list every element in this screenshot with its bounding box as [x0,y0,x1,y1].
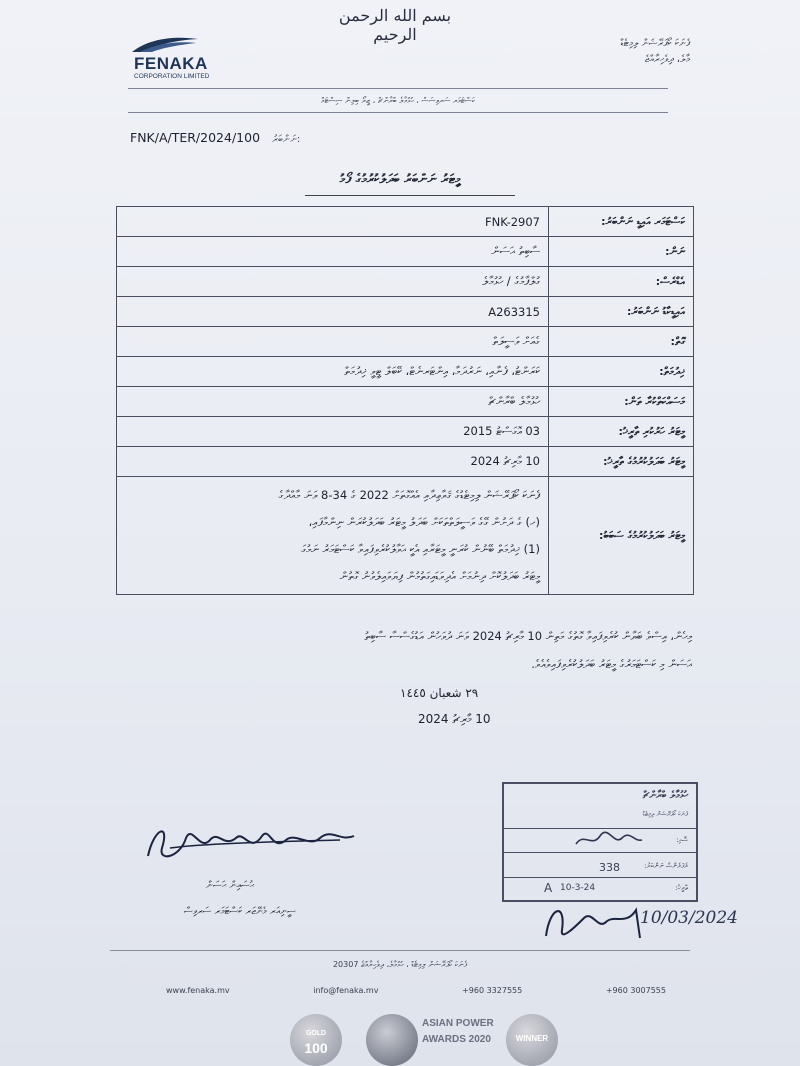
reason-line-3: (1) ޚިދުމަތް ބޭނުން ކުރަނީ މީޓަރާއި އެކީ ޙަވާލުކުރެވިފައިވާ ކަސްޓަމަރު ނަމުގަ [301,541,540,556]
reason-line-4: މީޓަރު ބަދަލުކޮށް ދިނުމަށް އެދިވަޑައިގަތުމުން ފިޔަވައިލެވުނު ގޮތުން [339,568,540,583]
type-value: ގެއަށް ވަސީލަތް [117,327,549,357]
reference-number: FNK/A/TER/2024/100 [130,130,261,145]
badge-top-text: ASIAN POWER [422,1018,494,1029]
reason-line-1: ފެނަކަ ކޯޕަރޭޝަން ލިމިޓެޑުގެ ޤަވާޢިދާއި އެއްގޮތަށް 2022 ގެ 34-8 ވަނަ މާއްދާގެ [278,487,540,502]
install-date-value: 03 އޮގަސްޓު 2015 [117,417,549,447]
workplace-value: ހުޅުމާލެ ބްރާންޗް [117,387,549,417]
hijri-date: ٢٩ شعبان ١٤٤٥ [400,686,479,700]
service-value: ކަރަންޓު، ފެނާއި، ނަރުދަމާ، އިންޓަރނެޓް، ކޭބަލް ޓީވީ ޚިދުމަތް [117,357,549,387]
header-rule-bottom [128,112,668,113]
name-label: ނަން: [549,237,694,267]
org-name-block [540,36,690,68]
award-badge-gold [284,1012,348,1066]
signature-left [140,818,360,868]
gregorian-date: 10 މާރިޗު 2024 [418,712,491,726]
table-row [117,237,694,267]
stamp-rule [504,828,696,829]
signatory-role: ސީނިއަރ މެނޭޖަރ ކަސްޓަމަރ ސަރވިސް [184,906,296,917]
received-stamp [502,782,698,902]
table-row [117,417,694,447]
reason-label: މީޓަރު ބަދަލުކުރުމުގެ ސަބަބު: [549,477,694,595]
header-rule-top [128,88,668,89]
customer-id-label: ކަސްޓަމަރ އައިޑީ ނަންބަރު: [549,207,694,237]
table-row [117,477,694,595]
reason-line-2: (ހ) ގެ ދަށުން ގޭގެ ވަސީލަތްތަކަށް ބަދަލު މީޓަރު ބަދަލުކުރަން ނިންމާފައި، [308,514,540,529]
table-row [117,207,694,237]
document-title: މީޓަރު ނަންބަރު ބަދަލުކުރުމުގެ ފޯމު [339,172,461,187]
footer-website[interactable]: www.fenaka.mv [166,986,230,995]
subheading: ކަސްޓަމަރ ސަރވިސަސް ، ހުޅުމާލެ ބްރާންޗް ، ޒީރޯ ބިލިން ސިސްޓަމް [320,96,476,105]
stamp-signature-label: ސޮއި: [676,836,688,844]
footer-email[interactable]: info@fenaka.mv [313,986,379,995]
footer-phone-1: +960 3327555 [462,986,523,995]
table-row [117,447,694,477]
footer-contacts [166,986,666,995]
badge-top-text: WINNER [515,1034,549,1043]
badge-bottom-text: 100 [304,1040,328,1056]
footer-address: ފެނަކަ ކޯޕަރޭޝަން ލިމިޓެޑް ، ހުޅުމާލެ، ދިވެހިރާއްޖެ 20307 [332,960,468,969]
logo-subtitle: CORPORATION LIMITED [134,73,210,80]
title-underline [305,195,515,196]
stamp-ref-label: ރެފަރެންސް ނަންބަރު: [644,862,688,870]
wing-icon [130,36,200,54]
reference-line [130,130,300,145]
closing-line-1: މިހެން، އިސްވެ ބަޔާން ކުރެވިފައިވާ ގޮތުގެ މަތިން 10 މާރިޗު 2024 ވަނަ ދުވަހުން އަޑުގެސްސާ ސާބިތު [364,629,692,643]
badge-circle [366,1014,418,1066]
change-date-label: މީޓަރު ބަދަލުކުރުމުގެ ތާރީޚު: [549,447,694,477]
change-date-value: 10 މާރިޗު 2024 [117,447,549,477]
stamp-letter: A [544,881,553,895]
reason-value [117,477,549,595]
award-badge-asian-power [364,1012,494,1066]
footer-rule [110,950,690,951]
stamp-rule [504,877,696,878]
stamp-rule [504,852,696,853]
stamp-number: 338 [599,861,620,874]
closing-paragraph [118,622,692,678]
signatory-name: ޙުސައިން ޙަސަން [205,880,255,891]
workplace-label: މަސައްކަތްކުރާ ތަން: [549,387,694,417]
badge-top-text: GOLD [305,1030,327,1037]
bismillah: بسم الله الرحمن الرحيم [338,6,452,44]
id-card-label: އައިޑީކާޑު ނަންބަރު: [549,297,694,327]
id-card-value: A263315 [117,297,549,327]
handwritten-date: 10/03/2024 [640,908,738,928]
details-table [116,206,694,595]
table-row [117,267,694,297]
reference-label: ނަންބަރު: [272,134,301,145]
org-name-line2: މާލެ، ދިވެހިރާއްޖެ [644,54,690,65]
install-date-label: މީޓަރު ހަރުކުރި ތާރީޚު: [549,417,694,447]
name-value: ސާބިތު ޙަސަން [117,237,549,267]
stamp-date: 10-3-24 [560,883,596,893]
table-row [117,327,694,357]
service-label: ޚިދުމަތް: [549,357,694,387]
footer-phone-2: +960 3007555 [605,986,666,995]
logo-name: FENAKA [134,54,208,73]
stamp-signature-scribble [574,830,644,850]
table-row [117,387,694,417]
org-name-line1: ފެނަކަ ކޯޕަރޭޝަން ލިމިޓެޑް [620,38,690,49]
customer-id-value: FNK-2907 [117,207,549,237]
type-label: ގޮތް: [549,327,694,357]
badge-bottom-text: AWARDS 2020 [422,1034,491,1045]
closing-line-2: ޙަސަން މި ކަސްޓަމަރުގެ މީޓަރު ބަދަލުކުރެވިފައިވެއެވެ. [531,657,692,671]
table-row [117,297,694,327]
address-value: ގުލްފާމުގެ / ހުޅުމާލެ [117,267,549,297]
stamp-date-label: ތާރީޚު: [675,884,688,892]
fenaka-logo [126,36,246,82]
address-label: އެޑްރެސް: [549,267,694,297]
stamp-subtitle: ފެނަކަ ކޯޕަރޭޝަން ލިމިޓެޑް [642,810,688,818]
table-row [117,357,694,387]
stamp-title: ހުޅުމާލެ ބްރާންޗް [642,790,688,801]
award-badge-winner [500,1012,564,1066]
